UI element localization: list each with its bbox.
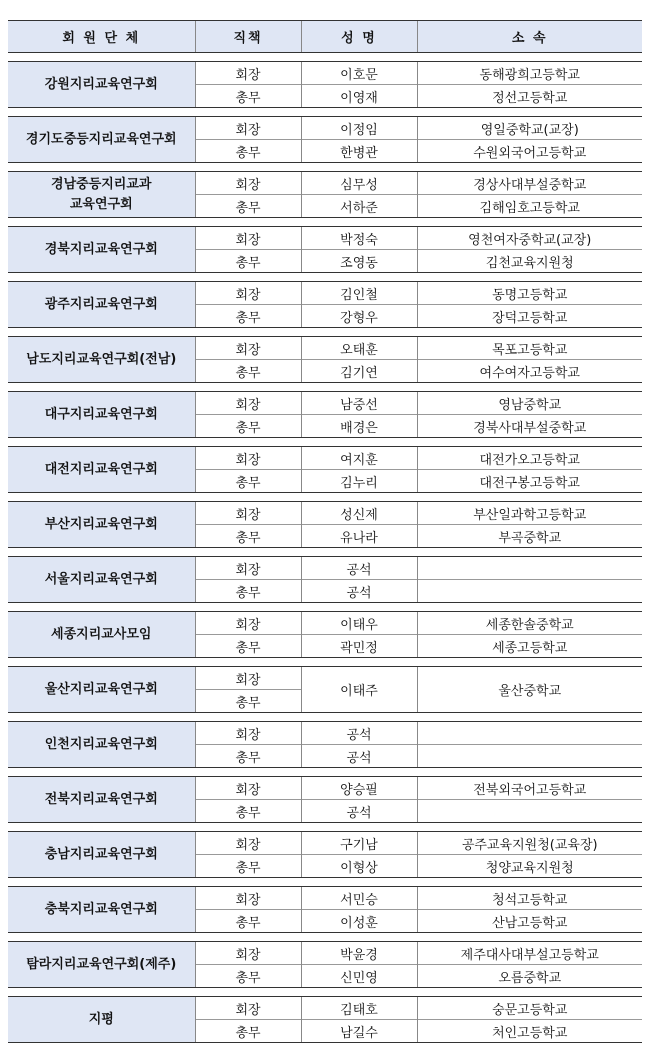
org-name-cell: 광주지리교육연구회 [8,282,195,328]
group-spacer [8,328,642,337]
position-cell: 회장 [195,942,301,965]
position-cell: 총무 [195,965,301,988]
affiliation-cell: 공주교육지원청(교육장) [417,832,642,855]
spacer-cell [8,383,642,392]
header-position: 직책 [195,21,301,53]
affiliation-cell: 동명고등학교 [417,282,642,305]
affiliation-cell: 여수여자고등학교 [417,360,642,383]
group-spacer [8,603,642,612]
name-cell: 여지훈 [301,447,417,470]
group-spacer [8,53,642,62]
position-cell: 회장 [195,337,301,360]
table-row [8,667,642,690]
affiliation-cell: 대전가오고등학교 [417,447,642,470]
org-name-cell: 전북지리교육연구회 [8,777,195,823]
table-row [8,227,642,250]
group-spacer [8,438,642,447]
name-cell: 김태호 [301,997,417,1020]
position-cell: 회장 [195,557,301,580]
name-cell: 신민영 [301,965,417,988]
org-name-cell: 대구지리교육연구회 [8,392,195,438]
member-organizations-table [8,20,642,1043]
position-cell: 총무 [195,745,301,768]
org-name-cell: 탐라지리교육연구회(제주) [8,942,195,988]
position-cell: 회장 [195,62,301,85]
position-cell: 총무 [195,140,301,163]
position-cell: 회장 [195,832,301,855]
affiliation-cell: 동해광희고등학교 [417,62,642,85]
group-spacer [8,273,642,282]
table-row [8,887,642,910]
spacer-cell [8,493,642,502]
affiliation-cell: 전북외국어고등학교 [417,777,642,800]
org-name-cell: 서울지리교육연구회 [8,557,195,603]
table-row [8,832,642,855]
table-row [8,722,642,745]
group-spacer [8,493,642,502]
group-spacer [8,548,642,557]
position-cell: 회장 [195,172,301,195]
affiliation-cell [417,722,642,745]
position-cell: 회장 [195,612,301,635]
spacer-cell [8,163,642,172]
affiliation-cell [417,580,642,603]
name-cell: 이호문 [301,62,417,85]
name-cell: 이태우 [301,612,417,635]
name-cell: 이태주 [301,667,417,713]
table-row [8,62,642,85]
position-cell: 총무 [195,195,301,218]
position-cell: 총무 [195,305,301,328]
position-cell: 총무 [195,690,301,713]
affiliation-cell: 목포고등학교 [417,337,642,360]
group-spacer [8,988,642,997]
group-spacer [8,768,642,777]
org-name-cell: 세종지리교사모임 [8,612,195,658]
spacer-cell [8,933,642,942]
table-row [8,502,642,525]
affiliation-cell: 세종고등학교 [417,635,642,658]
affiliation-cell: 영일중학교(교장) [417,117,642,140]
name-cell: 김인철 [301,282,417,305]
position-cell: 회장 [195,997,301,1020]
group-spacer [8,218,642,227]
name-cell: 이형상 [301,855,417,878]
position-cell: 회장 [195,887,301,910]
affiliation-cell: 영천여자중학교(교장) [417,227,642,250]
header-name: 성 명 [301,21,417,53]
name-cell: 심무성 [301,172,417,195]
position-cell: 회장 [195,392,301,415]
affiliation-cell: 김해임호고등학교 [417,195,642,218]
name-cell: 오태훈 [301,337,417,360]
table-row [8,117,642,140]
affiliation-cell: 장덕고등학교 [417,305,642,328]
position-cell: 총무 [195,910,301,933]
name-cell: 곽민정 [301,635,417,658]
spacer-cell [8,988,642,997]
name-cell: 공석 [301,557,417,580]
group-spacer [8,108,642,117]
affiliation-cell: 영남중학교 [417,392,642,415]
name-cell: 박정숙 [301,227,417,250]
name-cell: 양승필 [301,777,417,800]
name-cell: 강형우 [301,305,417,328]
table-row [8,337,642,360]
affiliation-cell: 경상사대부설중학교 [417,172,642,195]
position-cell: 회장 [195,282,301,305]
affiliation-cell [417,557,642,580]
affiliation-cell: 울산중학교 [417,667,642,713]
org-name-cell: 경북지리교육연구회 [8,227,195,273]
position-cell: 총무 [195,415,301,438]
position-cell: 총무 [195,525,301,548]
affiliation-cell [417,745,642,768]
spacer-cell [8,53,642,62]
position-cell: 회장 [195,722,301,745]
name-cell: 구기남 [301,832,417,855]
spacer-cell [8,218,642,227]
position-cell: 총무 [195,360,301,383]
affiliation-cell: 청양교육지원청 [417,855,642,878]
header-org: 회 원 단 체 [8,21,195,53]
affiliation-cell: 부산일과학고등학교 [417,502,642,525]
affiliation-cell: 오름중학교 [417,965,642,988]
group-spacer [8,713,642,722]
org-name-cell: 남도지리교육연구회(전남) [8,337,195,383]
name-cell: 이영재 [301,85,417,108]
spacer-cell [8,878,642,887]
name-cell: 공석 [301,580,417,603]
spacer-cell [8,603,642,612]
table-body [8,53,642,1043]
org-name-cell: 경기도중등지리교육연구회 [8,117,195,163]
affiliation-cell: 경북사대부설중학교 [417,415,642,438]
affiliation-cell: 김천교육지원청 [417,250,642,273]
spacer-cell [8,438,642,447]
affiliation-cell: 정선고등학교 [417,85,642,108]
position-cell: 회장 [195,447,301,470]
group-spacer [8,933,642,942]
name-cell: 배경은 [301,415,417,438]
affiliation-cell: 숭문고등학교 [417,997,642,1020]
name-cell: 공석 [301,722,417,745]
affiliation-cell: 산남고등학교 [417,910,642,933]
org-name-cell: 인천지리교육연구회 [8,722,195,768]
org-name-cell: 대전지리교육연구회 [8,447,195,493]
org-name-cell: 부산지리교육연구회 [8,502,195,548]
name-cell: 유나라 [301,525,417,548]
name-cell: 성신제 [301,502,417,525]
position-cell: 회장 [195,777,301,800]
table-header-row [8,21,642,53]
table-row [8,392,642,415]
position-cell: 총무 [195,855,301,878]
org-name-cell: 충남지리교육연구회 [8,832,195,878]
spacer-cell [8,108,642,117]
group-spacer [8,878,642,887]
name-cell: 남길수 [301,1020,417,1043]
name-cell: 남중선 [301,392,417,415]
affiliation-cell: 처인고등학교 [417,1020,642,1043]
spacer-cell [8,713,642,722]
spacer-cell [8,658,642,667]
name-cell: 박윤경 [301,942,417,965]
table-row [8,447,642,470]
table-row [8,282,642,305]
org-name-cell: 울산지리교육연구회 [8,667,195,713]
position-cell: 총무 [195,635,301,658]
org-name-cell: 충북지리교육연구회 [8,887,195,933]
spacer-cell [8,328,642,337]
position-cell: 회장 [195,502,301,525]
affiliation-cell [417,800,642,823]
position-cell: 회장 [195,667,301,690]
affiliation-cell: 대전구봉고등학교 [417,470,642,493]
table-row [8,942,642,965]
table-row [8,777,642,800]
affiliation-cell: 수원외국어고등학교 [417,140,642,163]
spacer-cell [8,273,642,282]
name-cell: 이성훈 [301,910,417,933]
org-name-cell: 경남중등지리교과 교육연구회 [8,172,195,218]
position-cell: 총무 [195,800,301,823]
group-spacer [8,383,642,392]
org-name-cell: 강원지리교육연구회 [8,62,195,108]
name-cell: 서민승 [301,887,417,910]
name-cell: 한병관 [301,140,417,163]
affiliation-cell: 세종한솔중학교 [417,612,642,635]
table-row [8,997,642,1020]
name-cell: 공석 [301,745,417,768]
position-cell: 총무 [195,250,301,273]
table-row [8,557,642,580]
member-organizations-page [8,20,642,1043]
spacer-cell [8,548,642,557]
name-cell: 김기연 [301,360,417,383]
position-cell: 총무 [195,85,301,108]
position-cell: 회장 [195,227,301,250]
name-cell: 김누리 [301,470,417,493]
position-cell: 총무 [195,580,301,603]
position-cell: 회장 [195,117,301,140]
affiliation-cell: 청석고등학교 [417,887,642,910]
affiliation-cell: 부곡중학교 [417,525,642,548]
header-affiliation: 소 속 [417,21,642,53]
spacer-cell [8,823,642,832]
group-spacer [8,658,642,667]
position-cell: 총무 [195,470,301,493]
name-cell: 서하준 [301,195,417,218]
group-spacer [8,163,642,172]
spacer-cell [8,768,642,777]
name-cell: 공석 [301,800,417,823]
table-row [8,172,642,195]
affiliation-cell: 제주대사대부설고등학교 [417,942,642,965]
name-cell: 조영동 [301,250,417,273]
org-name-cell: 지평 [8,997,195,1043]
table-row [8,612,642,635]
name-cell: 이정임 [301,117,417,140]
position-cell: 총무 [195,1020,301,1043]
group-spacer [8,823,642,832]
